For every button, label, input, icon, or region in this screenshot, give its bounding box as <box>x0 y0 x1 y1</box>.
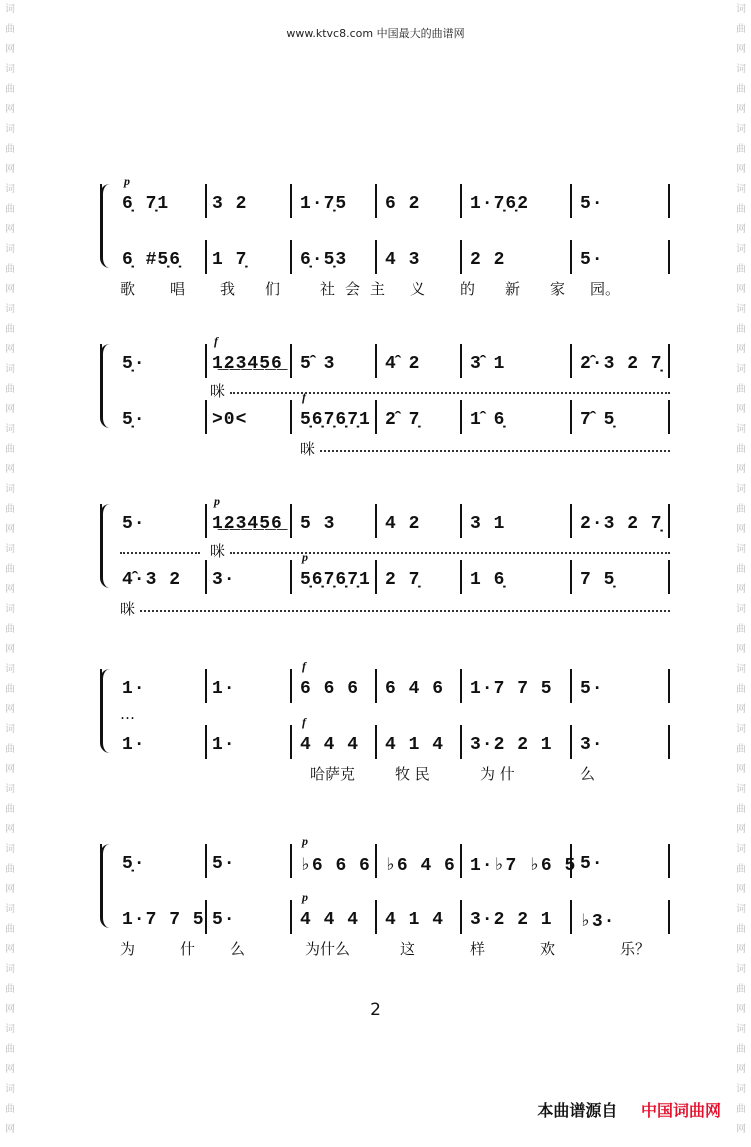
dynamic-mark: f <box>302 390 307 404</box>
barline <box>290 400 292 434</box>
lyric: 咪 <box>210 542 226 560</box>
extension-dots <box>140 608 670 612</box>
dynamic-mark: f <box>214 334 219 348</box>
barline <box>375 240 377 274</box>
lyric: 我 <box>220 280 236 298</box>
measure-4: 6 2 <box>385 194 421 214</box>
barline <box>570 344 572 378</box>
barline <box>460 504 462 538</box>
barline <box>375 504 377 538</box>
measure-4: 6 4 6 <box>385 679 445 699</box>
system-3 <box>100 490 675 618</box>
lower-staff <box>120 715 675 765</box>
measure-2: >0< <box>212 410 248 430</box>
lyric: 咪 <box>300 440 316 458</box>
lyric: 咪 <box>210 382 226 400</box>
system-5 <box>100 830 675 958</box>
lyric: 园。 <box>590 280 621 298</box>
barline <box>290 669 292 703</box>
measure-1: 4̂·3 2 <box>122 570 182 590</box>
measure-3: 5̣6̣7̣6̣7̣1 <box>300 410 371 430</box>
barline <box>290 344 292 378</box>
lyric: 为 <box>120 940 136 958</box>
measure-2: 5· <box>212 910 236 930</box>
measure-1: 1·7 7 5 <box>122 910 205 930</box>
lyric: 社 <box>320 280 336 298</box>
measure-6: 7̂ 5̣ <box>580 410 616 430</box>
measure-3: 5̂ 3 <box>300 354 336 374</box>
system-brace <box>100 844 115 928</box>
barline-end <box>668 344 670 378</box>
barline-end <box>668 560 670 594</box>
measure-4: ♭6 4 6 <box>385 856 456 876</box>
lower-staff <box>120 390 675 440</box>
upper-staff <box>120 334 675 384</box>
lower-staff <box>120 550 675 600</box>
measure-6: 2·3 2 7̣ <box>580 514 663 534</box>
measure-2: 1· <box>212 735 236 755</box>
measure-5: 1·7 7 5 <box>470 679 553 699</box>
extension-dots <box>230 390 670 394</box>
lower-lyric-row <box>120 438 675 462</box>
system-1 <box>100 170 675 298</box>
extension-dots <box>120 550 200 554</box>
measure-6: 2̂·3 2 7̣ <box>580 354 663 374</box>
barline <box>205 184 207 218</box>
barline-end <box>668 504 670 538</box>
measure-4: 4 3 <box>385 250 421 270</box>
measure-6: 7 5̣ <box>580 570 616 590</box>
measure-3: ♭6 6 6 <box>300 856 371 876</box>
dynamic-mark: p <box>302 550 309 564</box>
barline <box>290 240 292 274</box>
lyric: 家 <box>550 280 566 298</box>
barline-end <box>668 240 670 274</box>
barline <box>460 240 462 274</box>
measure-4: 2 7̣ <box>385 570 421 590</box>
measure-1: 6̣ #5̣6̣ <box>122 250 182 270</box>
measure-3: 5 3 <box>300 514 336 534</box>
measure-2: 1̲2̲3̲4̲5̲6̲ <box>212 514 283 534</box>
lyric: 样 <box>470 940 486 958</box>
barline <box>570 725 572 759</box>
barline <box>290 844 292 878</box>
lyric: 为什么 <box>305 940 351 958</box>
measure-3: 5̣6̣7̣6̣7̣1 <box>300 570 371 590</box>
upper-staff <box>120 174 675 224</box>
dynamic-mark: p <box>302 890 309 904</box>
lyric: 么 <box>580 765 596 783</box>
barline <box>205 669 207 703</box>
barline-end <box>668 400 670 434</box>
measure-5: 3 1 <box>470 514 506 534</box>
measure-2: 1· <box>212 679 236 699</box>
lyric-row <box>120 278 675 302</box>
watermark-left: 词曲网词曲网词曲网词曲网词曲网词曲网词曲网词曲网词曲网词曲网词曲网词曲网词曲网词曲网词曲网词曲网词曲网词曲网词曲网 <box>5 4 15 1135</box>
measure-1: 5̣· <box>122 354 146 374</box>
measure-5: 1̂ 6̣ <box>470 410 506 430</box>
upper-lyric-row <box>120 540 675 564</box>
barline <box>570 184 572 218</box>
measure-5: 1·7̣6̣2 <box>470 194 530 214</box>
site-header: www.ktvc8.com 中国最大的曲谱网 <box>286 27 465 40</box>
system-brace <box>100 504 115 588</box>
system-brace <box>100 669 115 753</box>
barline <box>460 400 462 434</box>
measure-6: 5· <box>580 194 604 214</box>
measure-4: 4 1 4 <box>385 910 445 930</box>
lyric: 歌 <box>120 280 136 298</box>
barline <box>375 184 377 218</box>
measure-4: 2̂ 7̣ <box>385 410 421 430</box>
measure-4: 4 1 4 <box>385 735 445 755</box>
barline <box>570 400 572 434</box>
barline <box>375 560 377 594</box>
watermark-right: 词曲网词曲网词曲网词曲网词曲网词曲网词曲网词曲网词曲网词曲网词曲网词曲网词曲网词曲网词曲网词曲网词曲网词曲网词曲网 <box>736 4 746 1135</box>
barline <box>570 504 572 538</box>
extension-dots <box>230 550 670 554</box>
lyric: 唱 <box>170 280 186 298</box>
barline <box>460 844 462 878</box>
measure-3: 4 4 4 <box>300 735 360 755</box>
barline <box>460 669 462 703</box>
barline <box>205 560 207 594</box>
measure-4: 4̂ 2 <box>385 354 421 374</box>
barline-end <box>668 844 670 878</box>
footer-source: 本曲谱源自 <box>537 1101 618 1120</box>
barline <box>375 844 377 878</box>
system-brace <box>100 184 115 268</box>
upper-staff <box>120 834 675 884</box>
barline <box>205 344 207 378</box>
lyric: 会 <box>345 280 361 298</box>
lyric: 么 <box>230 940 246 958</box>
measure-5: 1·♭7 ♭6 5 <box>470 856 577 876</box>
measure-6: 3· <box>580 735 604 755</box>
measure-2: 3· <box>212 570 236 590</box>
barline-end <box>668 669 670 703</box>
measure-6: 5· <box>580 679 604 699</box>
barline-end <box>668 725 670 759</box>
barline <box>375 344 377 378</box>
barline-end <box>668 184 670 218</box>
barline <box>570 669 572 703</box>
lyric: 欢 <box>540 940 556 958</box>
dynamic-mark: p <box>302 834 309 848</box>
barline <box>205 844 207 878</box>
system-brace <box>100 344 115 428</box>
page-number: 2 <box>370 1000 381 1020</box>
lyric-row <box>120 938 675 962</box>
measure-5: 3·2 2 1 <box>470 910 553 930</box>
barline <box>290 504 292 538</box>
lower-staff <box>120 246 675 280</box>
dynamic-mark: f <box>302 715 307 729</box>
barline <box>205 900 207 934</box>
measure-1: 5̣· <box>122 410 146 430</box>
measure-1: 1· <box>122 735 146 755</box>
measure-1: 5̣· <box>122 854 146 874</box>
barline <box>375 669 377 703</box>
dynamic-mark: f <box>302 659 307 673</box>
system-4 <box>100 655 675 783</box>
barline <box>290 560 292 594</box>
upper-lyric-row <box>120 380 675 404</box>
barline <box>205 240 207 274</box>
measure-2: 1 7̣ <box>212 250 248 270</box>
measure-1: 6̣ 7̣1 <box>122 194 170 214</box>
lyric-row <box>120 763 675 787</box>
lyric: 咪 <box>120 600 136 618</box>
barline <box>460 184 462 218</box>
measure-3: 1·7̣5 <box>300 194 348 214</box>
measure-1: 5· <box>122 514 146 534</box>
barline <box>375 725 377 759</box>
barline <box>290 725 292 759</box>
measure-5: 1 6̣ <box>470 570 506 590</box>
lyric: 牧 民 <box>395 765 430 783</box>
barline <box>570 240 572 274</box>
measure-2: 3 2 <box>212 194 248 214</box>
measure-5: 3·2 2 1 <box>470 735 553 755</box>
measure-5: 3̂ 1 <box>470 354 506 374</box>
lyric: 义 <box>410 280 426 298</box>
dynamic-mark: p <box>124 174 131 188</box>
lyric: 的 <box>460 280 476 298</box>
upper-lyric-row <box>120 705 675 729</box>
lyric: 新 <box>505 280 521 298</box>
measure-4: 4 2 <box>385 514 421 534</box>
measure-3: 6 6 6 <box>300 679 360 699</box>
lower-staff <box>120 890 675 940</box>
barline <box>570 900 572 934</box>
barline <box>375 900 377 934</box>
barline <box>205 504 207 538</box>
system-2 <box>100 330 675 458</box>
lyric: 为 什 <box>480 765 515 783</box>
measure-3: 6̣·5̣3 <box>300 250 348 270</box>
measure-1: 1· <box>122 679 146 699</box>
barline <box>570 560 572 594</box>
extension-dots <box>320 448 670 452</box>
lyric: 乐？ <box>620 940 651 958</box>
barline <box>375 400 377 434</box>
lyric: 这 <box>400 940 416 958</box>
barline <box>460 344 462 378</box>
lyric: 主 <box>370 280 386 298</box>
measure-2: 1̲2̲3̲4̲5̲6̲ <box>212 354 283 374</box>
barline <box>460 725 462 759</box>
lyric: … <box>120 705 135 723</box>
upper-staff <box>120 494 675 544</box>
barline <box>205 400 207 434</box>
lower-lyric-row <box>120 598 675 622</box>
dynamic-mark: p <box>214 494 221 508</box>
barline-end <box>668 900 670 934</box>
upper-staff <box>120 659 675 709</box>
footer <box>537 1098 721 1121</box>
measure-6: 5· <box>580 250 604 270</box>
barline <box>290 900 292 934</box>
lyric: 们 <box>265 280 281 298</box>
barline <box>460 560 462 594</box>
barline <box>460 900 462 934</box>
lyric: 哈萨克 <box>310 765 356 783</box>
measure-6: 5· <box>580 854 604 874</box>
measure-6: ♭3· <box>580 912 616 932</box>
measure-2: 5· <box>212 854 236 874</box>
measure-3: 4 4 4 <box>300 910 360 930</box>
measure-5: 2 2 <box>470 250 506 270</box>
footer-brand-link[interactable]: 中国词曲网 <box>640 1101 721 1120</box>
barline <box>205 725 207 759</box>
lyric: 什 <box>180 940 196 958</box>
barline <box>290 184 292 218</box>
